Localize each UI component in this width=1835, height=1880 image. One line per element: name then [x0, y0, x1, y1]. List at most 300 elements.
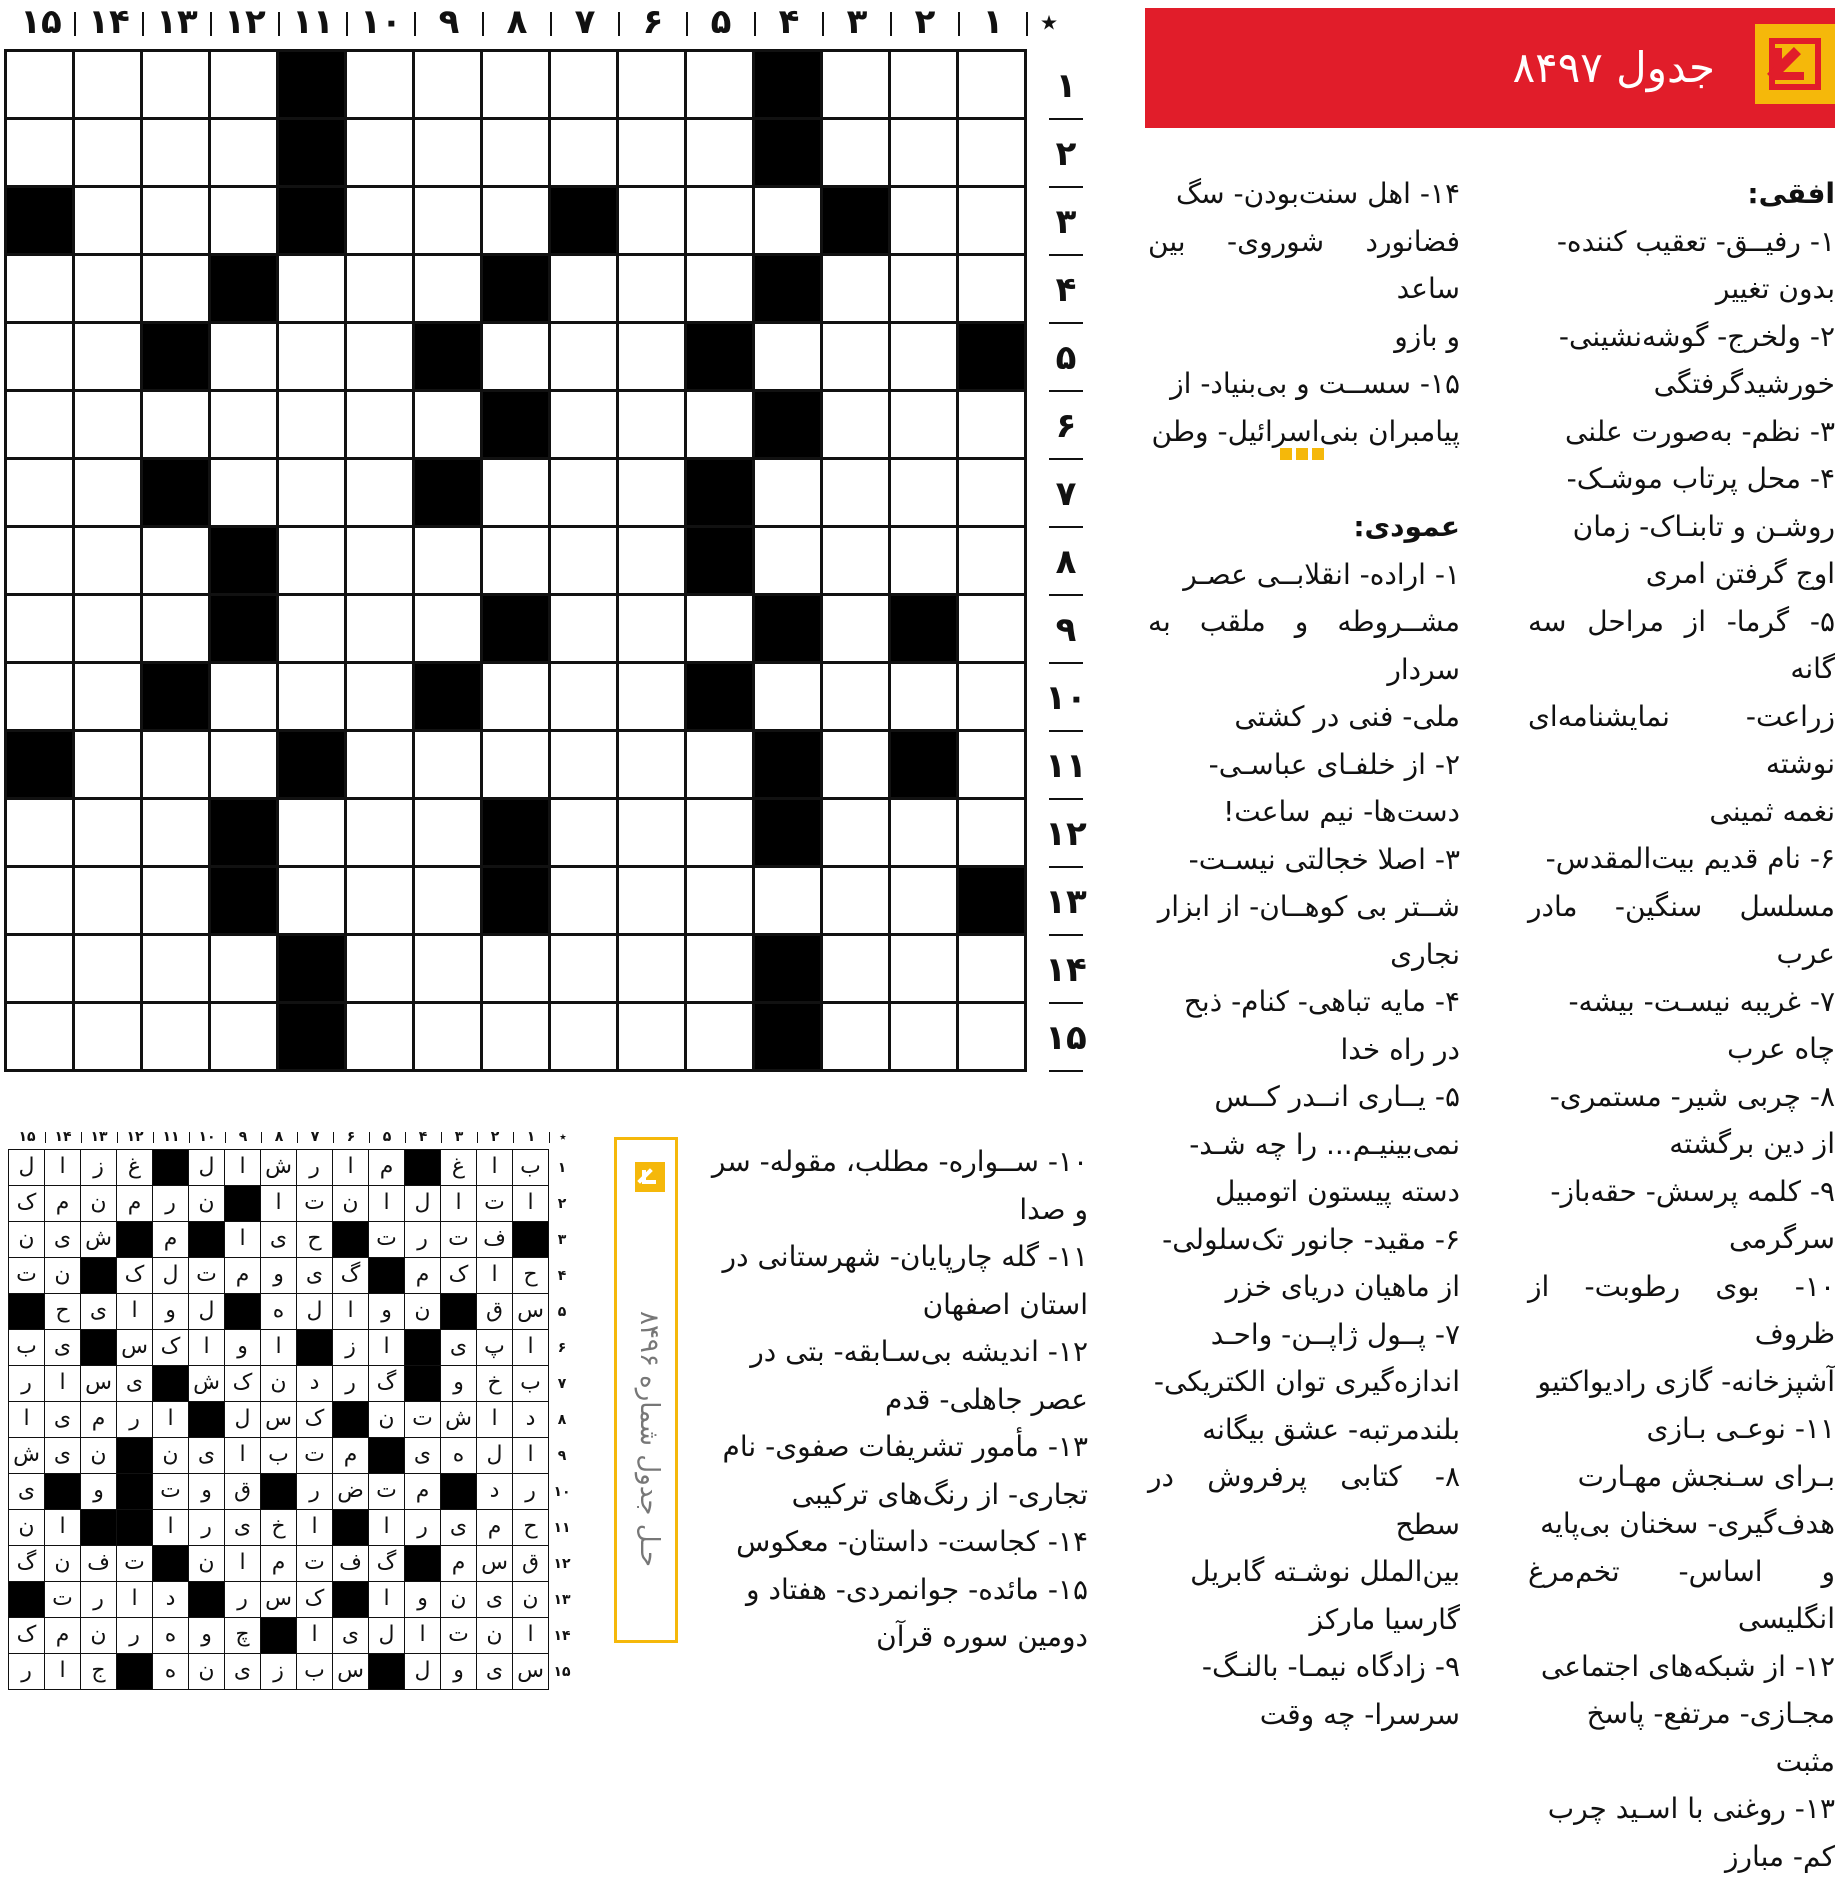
grid-cell[interactable] — [619, 664, 687, 732]
grid-cell[interactable] — [279, 392, 347, 460]
grid-cell[interactable] — [75, 664, 143, 732]
grid-cell[interactable] — [415, 800, 483, 868]
grid-cell[interactable] — [551, 732, 619, 800]
grid-cell[interactable] — [619, 1004, 687, 1072]
grid-cell[interactable] — [619, 868, 687, 936]
solution-cell: گ — [9, 1546, 45, 1582]
grid-cell[interactable] — [211, 1004, 279, 1072]
grid-cell[interactable] — [415, 732, 483, 800]
solution-cell: ک — [9, 1618, 45, 1654]
grid-cell[interactable] — [551, 936, 619, 1004]
grid-cell[interactable] — [959, 936, 1027, 1004]
solution-cell: ل — [189, 1150, 225, 1186]
solution-cell: ر — [405, 1510, 441, 1546]
solution-black-cell — [441, 1474, 477, 1510]
grid-cell[interactable] — [415, 936, 483, 1004]
grid-cell[interactable] — [959, 596, 1027, 664]
grid-cell[interactable] — [483, 188, 551, 256]
grid-cell[interactable] — [75, 188, 143, 256]
grid-cell[interactable] — [7, 800, 75, 868]
clue-line: خورشیدگرفتگی — [1528, 360, 1835, 408]
solution-cell: ب — [297, 1654, 333, 1690]
grid-cell[interactable] — [687, 936, 755, 1004]
grid-cell[interactable] — [619, 732, 687, 800]
grid-cell[interactable] — [823, 392, 891, 460]
vertical-clues-continued — [710, 1138, 1088, 1661]
black-cell — [143, 664, 211, 732]
solution-cell: ت — [441, 1222, 477, 1258]
column-number: ۱۲ — [211, 0, 279, 44]
grid-cell[interactable] — [75, 528, 143, 596]
solution-black-cell — [405, 1366, 441, 1402]
solution-cell: ا — [117, 1582, 153, 1618]
solution-black-cell — [405, 1150, 441, 1186]
black-cell — [211, 256, 279, 324]
grid-cell[interactable] — [891, 392, 959, 460]
grid-cell[interactable] — [891, 800, 959, 868]
grid-cell[interactable] — [619, 528, 687, 596]
grid-cell[interactable] — [75, 120, 143, 188]
grid-cell[interactable] — [211, 460, 279, 528]
grid-cell[interactable] — [619, 392, 687, 460]
grid-cell[interactable] — [959, 256, 1027, 324]
solution-row-number: ۱۲ — [550, 1546, 574, 1582]
solution-cell: ت — [189, 1258, 225, 1294]
grid-cell[interactable] — [687, 1004, 755, 1072]
grid-cell[interactable] — [347, 188, 415, 256]
grid-cell[interactable] — [959, 120, 1027, 188]
solution-black-cell — [333, 1582, 369, 1618]
clue-line: گارسیا مارکز — [1148, 1596, 1460, 1644]
solution-column-number: ۱۳ — [81, 1128, 117, 1146]
grid-cell[interactable] — [143, 120, 211, 188]
grid-cell[interactable] — [687, 256, 755, 324]
row-number: ۱۲ — [1045, 800, 1087, 868]
solution-black-cell — [117, 1474, 153, 1510]
grid-cell[interactable] — [7, 596, 75, 664]
grid-cell[interactable] — [347, 936, 415, 1004]
solution-black-cell — [117, 1222, 153, 1258]
grid-cell[interactable] — [823, 868, 891, 936]
grid-cell[interactable] — [75, 256, 143, 324]
solution-cell: ب — [513, 1150, 549, 1186]
grid-cell[interactable] — [7, 1004, 75, 1072]
solution-cell: د — [153, 1582, 189, 1618]
grid-cell[interactable] — [687, 800, 755, 868]
grid-cell[interactable] — [823, 52, 891, 120]
grid-cell[interactable] — [687, 188, 755, 256]
grid-cell[interactable] — [75, 52, 143, 120]
grid-cell[interactable] — [619, 596, 687, 664]
horizontal-clues-continued — [1148, 170, 1460, 455]
solution-cell: ل — [405, 1654, 441, 1690]
grid-cell[interactable] — [415, 392, 483, 460]
grid-cell[interactable] — [75, 324, 143, 392]
solution-cell: ک — [441, 1258, 477, 1294]
column-number: ۱۵ — [7, 0, 75, 44]
solution-cell: ا — [477, 1150, 513, 1186]
column-number: ۵ — [687, 0, 755, 44]
solution-cell: گ — [333, 1258, 369, 1294]
grid-cell[interactable] — [211, 936, 279, 1004]
grid-cell[interactable] — [483, 324, 551, 392]
row-number: ۸ — [1045, 528, 1087, 596]
grid-cell[interactable] — [7, 120, 75, 188]
grid-cell[interactable] — [891, 256, 959, 324]
solution-black-cell — [369, 1258, 405, 1294]
grid-cell[interactable] — [891, 1004, 959, 1072]
row-number: ۶ — [1045, 392, 1087, 460]
grid-cell[interactable] — [415, 188, 483, 256]
solution-cell: ک — [153, 1330, 189, 1366]
solution-black-cell — [405, 1546, 441, 1582]
grid-cell[interactable] — [619, 188, 687, 256]
grid-cell[interactable] — [7, 528, 75, 596]
grid-cell[interactable] — [75, 936, 143, 1004]
row-number: ۱۰ — [1045, 664, 1087, 732]
solution-cell: م — [81, 1402, 117, 1438]
grid-cell[interactable] — [279, 256, 347, 324]
grid-cell[interactable] — [143, 188, 211, 256]
column-number: ۱۳ — [143, 0, 211, 44]
black-cell — [483, 596, 551, 664]
grid-cell[interactable] — [551, 392, 619, 460]
clue-line: ۲- از خلفـای عباسـی- — [1148, 741, 1460, 789]
grid-cell[interactable] — [279, 664, 347, 732]
solution-cell: ا — [369, 1510, 405, 1546]
grid-cell[interactable] — [75, 1004, 143, 1072]
solution-cell: س — [477, 1546, 513, 1582]
black-cell — [687, 528, 755, 596]
grid-cell[interactable] — [415, 52, 483, 120]
clue-line: نجاری — [1148, 931, 1460, 979]
grid-cell[interactable] — [279, 528, 347, 596]
clue-line: شــتر بی کوهــان- از ابزار — [1148, 883, 1460, 931]
clue-line: مسلسل سنگین- مادر عرب — [1528, 883, 1835, 978]
solution-column-number: ۱۱ — [153, 1128, 189, 1146]
solution-black-cell — [261, 1474, 297, 1510]
grid-cell[interactable] — [7, 324, 75, 392]
solution-cell: ن — [81, 1438, 117, 1474]
grid-cell[interactable] — [75, 868, 143, 936]
solution-column-number: ۳ — [441, 1128, 477, 1146]
column-number: ۹ — [415, 0, 483, 44]
grid-cell[interactable] — [279, 596, 347, 664]
grid-cell[interactable] — [143, 596, 211, 664]
grid-cell[interactable] — [279, 868, 347, 936]
grid-cell[interactable] — [551, 324, 619, 392]
grid-cell[interactable] — [143, 1004, 211, 1072]
grid-cell[interactable] — [75, 732, 143, 800]
grid-cell[interactable] — [823, 528, 891, 596]
grid-cell[interactable] — [483, 120, 551, 188]
grid-cell[interactable] — [7, 936, 75, 1004]
grid-cell[interactable] — [823, 596, 891, 664]
grid-cell[interactable] — [619, 324, 687, 392]
grid-cell[interactable] — [891, 324, 959, 392]
solution-cell: ن — [405, 1294, 441, 1330]
grid-cell[interactable] — [483, 460, 551, 528]
clue-line: ۱۲- از شبکه‌های اجتماعی — [1528, 1643, 1835, 1691]
clue-line: بین‌الملل نوشـته گابریل — [1148, 1548, 1460, 1596]
grid-cell[interactable] — [143, 392, 211, 460]
grid-cell[interactable] — [347, 460, 415, 528]
solution-row-numbers — [550, 1150, 574, 1690]
grid-cell[interactable] — [551, 868, 619, 936]
grid-cell[interactable] — [7, 664, 75, 732]
grid-cell[interactable] — [75, 800, 143, 868]
grid-cell[interactable] — [687, 868, 755, 936]
clue-line: بـرای سـنجش مهـارت — [1528, 1453, 1835, 1501]
clue-line: ۸- کتابی پرفروش در سطح — [1148, 1453, 1460, 1548]
grid-cell[interactable] — [347, 52, 415, 120]
grid-cell[interactable] — [7, 868, 75, 936]
grid-cell[interactable] — [891, 460, 959, 528]
column-number: ۴ — [755, 0, 823, 44]
grid-cell[interactable] — [755, 528, 823, 596]
solution-cell: ک — [297, 1582, 333, 1618]
grid-cell[interactable] — [823, 800, 891, 868]
grid-cell[interactable] — [279, 324, 347, 392]
grid-cell[interactable] — [619, 936, 687, 1004]
grid-cell[interactable] — [959, 800, 1027, 868]
solution-cell: ی — [333, 1618, 369, 1654]
grid-cell[interactable] — [959, 732, 1027, 800]
grid-cell[interactable] — [687, 596, 755, 664]
solution-cell: ز — [333, 1330, 369, 1366]
solution-cell: و — [81, 1474, 117, 1510]
grid-cell[interactable] — [483, 528, 551, 596]
solution-cell: و — [225, 1330, 261, 1366]
solution-cell: ی — [45, 1402, 81, 1438]
solution-cell: ز — [261, 1654, 297, 1690]
grid-cell[interactable] — [347, 1004, 415, 1072]
grid-cell[interactable] — [211, 324, 279, 392]
solution-cell: ا — [45, 1510, 81, 1546]
grid-cell[interactable] — [551, 256, 619, 324]
grid-cell[interactable] — [619, 460, 687, 528]
grid-cell[interactable] — [823, 936, 891, 1004]
row-number: ۱۳ — [1045, 868, 1087, 936]
solution-cell: ا — [513, 1330, 549, 1366]
grid-cell[interactable] — [7, 256, 75, 324]
column-number: ۶ — [619, 0, 687, 44]
solution-cell: ا — [153, 1510, 189, 1546]
solution-cell: ن — [45, 1258, 81, 1294]
black-cell — [755, 120, 823, 188]
grid-cell[interactable] — [143, 256, 211, 324]
grid-cell[interactable] — [347, 732, 415, 800]
grid-cell[interactable] — [959, 52, 1027, 120]
solution-black-cell — [333, 1222, 369, 1258]
grid-cell[interactable] — [619, 800, 687, 868]
grid-cell[interactable] — [755, 664, 823, 732]
grid-cell[interactable] — [551, 52, 619, 120]
grid-cell[interactable] — [959, 188, 1027, 256]
grid-cell[interactable] — [891, 528, 959, 596]
grid-cell[interactable] — [959, 664, 1027, 732]
grid-cell[interactable] — [823, 324, 891, 392]
grid-cell[interactable] — [483, 936, 551, 1004]
solution-cell: ا — [513, 1186, 549, 1222]
grid-cell[interactable] — [7, 460, 75, 528]
black-cell — [143, 460, 211, 528]
solution-cell: ی — [441, 1330, 477, 1366]
crossword-grid[interactable] — [4, 49, 1027, 1072]
solution-cell: خ — [261, 1510, 297, 1546]
clue-line: ۱۳- مأمور تشریفات صفوی- نام — [710, 1423, 1088, 1471]
grid-cell[interactable] — [483, 1004, 551, 1072]
grid-cell[interactable] — [415, 1004, 483, 1072]
grid-cell[interactable] — [687, 392, 755, 460]
clue-line: ۶- مقید- جانور تک‌سلولی- — [1148, 1216, 1460, 1264]
separator-dots-icon — [1278, 445, 1326, 464]
solution-row-number: ۷ — [550, 1366, 574, 1402]
column-number: ٭ — [1015, 0, 1083, 44]
grid-cell[interactable] — [415, 528, 483, 596]
grid-cell[interactable] — [143, 52, 211, 120]
clue-line: ۳- اصلا خجالتی نیسـت- — [1148, 836, 1460, 884]
grid-cell[interactable] — [687, 52, 755, 120]
grid-cell[interactable] — [891, 664, 959, 732]
solution-black-cell — [405, 1330, 441, 1366]
grid-cell[interactable] — [551, 1004, 619, 1072]
row-number: ۵ — [1045, 324, 1087, 392]
grid-cell[interactable] — [891, 936, 959, 1004]
solution-cell: ن — [189, 1654, 225, 1690]
grid-cell[interactable] — [619, 52, 687, 120]
black-cell — [755, 1004, 823, 1072]
grid-cell[interactable] — [483, 52, 551, 120]
solution-cell: چ — [225, 1618, 261, 1654]
grid-cell[interactable] — [755, 324, 823, 392]
black-cell — [891, 732, 959, 800]
grid-cell[interactable] — [7, 392, 75, 460]
grid-cell[interactable] — [755, 868, 823, 936]
solution-cell: ن — [189, 1186, 225, 1222]
grid-cell[interactable] — [891, 120, 959, 188]
row-number: ۱۱ — [1045, 732, 1087, 800]
grid-cell[interactable] — [483, 664, 551, 732]
grid-cell[interactable] — [211, 188, 279, 256]
grid-cell[interactable] — [211, 120, 279, 188]
solution-cell: ر — [9, 1366, 45, 1402]
grid-cell[interactable] — [211, 52, 279, 120]
row-separator — [1049, 1070, 1083, 1072]
grid-cell[interactable] — [823, 460, 891, 528]
solution-cell: ی — [405, 1438, 441, 1474]
black-cell — [279, 120, 347, 188]
grid-cell[interactable] — [891, 188, 959, 256]
grid-cell[interactable] — [755, 460, 823, 528]
grid-cell[interactable] — [687, 732, 755, 800]
solution-cell: ر — [297, 1474, 333, 1510]
clue-line: ۴- مایه تباهی- کنام- ذبح — [1148, 978, 1460, 1026]
grid-cell[interactable] — [551, 460, 619, 528]
solution-cell: ل — [153, 1258, 189, 1294]
solution-cell: ا — [261, 1330, 297, 1366]
grid-cell[interactable] — [619, 120, 687, 188]
grid-cell[interactable] — [619, 256, 687, 324]
solution-cell: ر — [513, 1474, 549, 1510]
grid-cell[interactable] — [347, 392, 415, 460]
grid-cell[interactable] — [415, 120, 483, 188]
grid-cell[interactable] — [143, 936, 211, 1004]
grid-cell[interactable] — [551, 800, 619, 868]
grid-cell[interactable] — [347, 528, 415, 596]
grid-cell[interactable] — [347, 324, 415, 392]
clue-line: در راه خدا — [1148, 1026, 1460, 1074]
grid-cell[interactable] — [823, 256, 891, 324]
solution-cell: ب — [261, 1438, 297, 1474]
grid-cell[interactable] — [483, 732, 551, 800]
grid-cell[interactable] — [143, 800, 211, 868]
grid-cell[interactable] — [823, 1004, 891, 1072]
grid-cell[interactable] — [211, 732, 279, 800]
row-number: ۷ — [1045, 460, 1087, 528]
grid-cell[interactable] — [755, 188, 823, 256]
solution-cell: ی — [45, 1222, 81, 1258]
grid-cell[interactable] — [415, 256, 483, 324]
grid-cell[interactable] — [959, 528, 1027, 596]
grid-cell[interactable] — [347, 120, 415, 188]
grid-cell[interactable] — [279, 800, 347, 868]
grid-cell[interactable] — [415, 596, 483, 664]
solution-cell: م — [405, 1474, 441, 1510]
grid-cell[interactable] — [959, 1004, 1027, 1072]
black-cell — [959, 868, 1027, 936]
grid-cell[interactable] — [143, 868, 211, 936]
grid-cell[interactable] — [347, 800, 415, 868]
grid-cell[interactable] — [75, 392, 143, 460]
grid-cell[interactable] — [75, 596, 143, 664]
grid-cell[interactable] — [347, 868, 415, 936]
grid-cell[interactable] — [823, 732, 891, 800]
grid-cell[interactable] — [7, 52, 75, 120]
grid-cell[interactable] — [551, 596, 619, 664]
clue-line: فضانورد شوروی- بین ساعد — [1148, 218, 1460, 313]
grid-cell[interactable] — [823, 120, 891, 188]
solution-cell: ش — [261, 1150, 297, 1186]
grid-cell[interactable] — [211, 664, 279, 732]
grid-cell[interactable] — [415, 868, 483, 936]
clue-line: ۱۰- بوی رطوبت- از ظروف — [1528, 1263, 1835, 1358]
grid-cell[interactable] — [959, 460, 1027, 528]
grid-cell[interactable] — [347, 664, 415, 732]
grid-cell[interactable] — [551, 528, 619, 596]
grid-cell[interactable] — [687, 120, 755, 188]
grid-cell[interactable] — [891, 868, 959, 936]
column-number: ۳ — [823, 0, 891, 44]
grid-cell[interactable] — [347, 256, 415, 324]
grid-cell[interactable] — [211, 392, 279, 460]
grid-cell[interactable] — [959, 392, 1027, 460]
grid-cell[interactable] — [75, 460, 143, 528]
grid-cell[interactable] — [143, 528, 211, 596]
clue-line: استان اصفهان — [710, 1281, 1088, 1329]
grid-cell[interactable] — [891, 52, 959, 120]
solution-row-number: ۶ — [550, 1330, 574, 1366]
grid-cell[interactable] — [551, 120, 619, 188]
solution-black-cell — [153, 1150, 189, 1186]
grid-cell[interactable] — [551, 664, 619, 732]
grid-cell[interactable] — [279, 460, 347, 528]
grid-cell[interactable] — [347, 596, 415, 664]
grid-cell[interactable] — [143, 732, 211, 800]
solution-cell: د — [513, 1402, 549, 1438]
grid-cell[interactable] — [823, 664, 891, 732]
solution-cell: م — [405, 1258, 441, 1294]
